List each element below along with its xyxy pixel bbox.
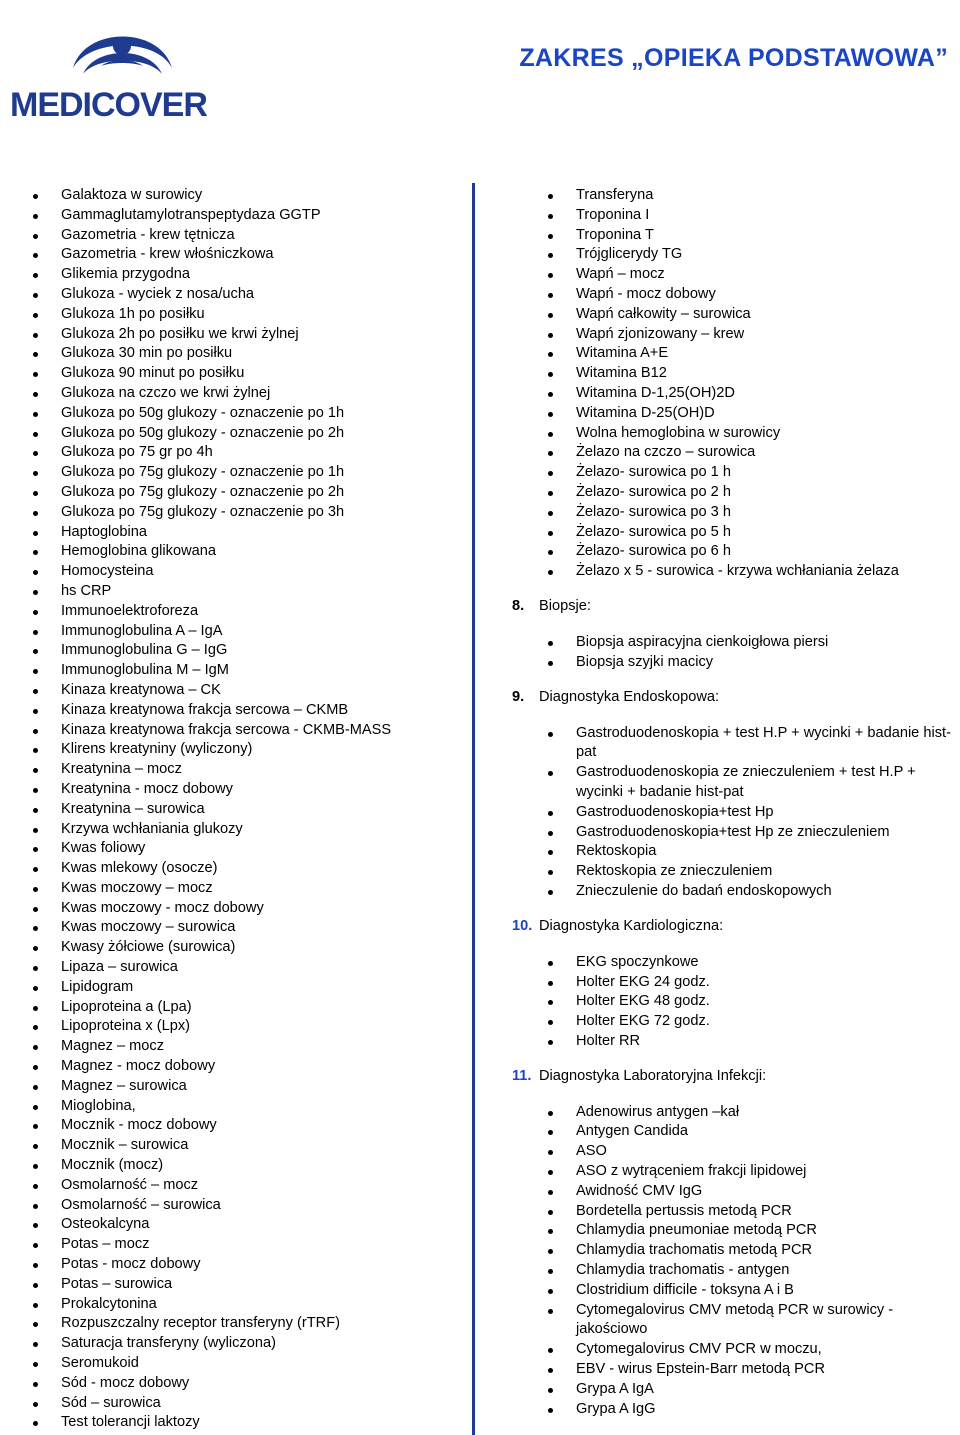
list-item: Glukoza 30 min po posiłku — [61, 344, 391, 364]
list-item: Holter EKG 24 godz. — [576, 973, 960, 993]
list-item: Potas – mocz — [61, 1235, 391, 1255]
list-item: Rozpuszczalny receptor transferyny (rTRF) — [61, 1314, 391, 1334]
list-item: Glukoza - wyciek z nosa/ucha — [61, 285, 391, 305]
list-item: Magnez - mocz dobowy — [61, 1057, 391, 1077]
list-item: Krzywa wchłaniania glukozy — [61, 820, 391, 840]
list-item: Immunoglobulina A – IgA — [61, 622, 391, 642]
list-item: Trójglicerydy TG — [576, 245, 960, 265]
list-item: Kinaza kreatynowa frakcja sercowa - CKMB-MASS — [61, 721, 391, 741]
list-item: Żelazo- surowica po 2 h — [576, 483, 960, 503]
list-item: Potas – surowica — [61, 1275, 391, 1295]
list-item: Chlamydia trachomatis - antygen — [576, 1261, 960, 1281]
logo-emblem-icon — [65, 8, 180, 80]
left-column — [61, 186, 391, 1433]
list-item: Hemoglobina glikowana — [61, 542, 391, 562]
list-item: Holter RR — [576, 1032, 960, 1052]
list-item: Gastroduodenoskopia + test H.P + wycinki + badanie hist-pat — [576, 724, 960, 764]
list-item: Glukoza 2h po posiłku we krwi żylnej — [61, 325, 391, 345]
section-list — [576, 724, 960, 902]
list-item: Kwas foliowy — [61, 839, 391, 859]
list-item: Biopsja aspiracyjna cienkoigłowa piersi — [576, 633, 960, 653]
list-item: Rektoskopia ze znieczuleniem — [576, 862, 960, 882]
list-item: Glikemia przygodna — [61, 265, 391, 285]
list-item: Żelazo- surowica po 1 h — [576, 463, 960, 483]
list-item: Chlamydia trachomatis metodą PCR — [576, 1241, 960, 1261]
section-list — [576, 1103, 960, 1420]
list-item: Magnez – mocz — [61, 1037, 391, 1057]
list-item: Kwas moczowy - mocz dobowy — [61, 899, 391, 919]
list-item: Kinaza kreatynowa – CK — [61, 681, 391, 701]
section-list — [576, 953, 960, 1052]
list-item: Bordetella pertussis metodą PCR — [576, 1202, 960, 1222]
list-item: Wapń zjonizowany – krew — [576, 325, 960, 345]
column-divider — [472, 183, 475, 1435]
list-item: Rektoskopia — [576, 842, 960, 862]
list-item: Glukoza po 75g glukozy - oznaczenie po 1h — [61, 463, 391, 483]
list-item: Troponina I — [576, 206, 960, 226]
list-item: Grypa A IgA — [576, 1380, 960, 1400]
list-item: Transferyna — [576, 186, 960, 206]
list-item: Witamina B12 — [576, 364, 960, 384]
list-item: Mioglobina, — [61, 1097, 391, 1117]
list-item: Sód – surowica — [61, 1394, 391, 1414]
list-item: Gazometria - krew włośniczkowa — [61, 245, 391, 265]
list-item: Kinaza kreatynowa frakcja sercowa – CKMB — [61, 701, 391, 721]
list-item: Adenowirus antygen –kał — [576, 1103, 960, 1123]
list-item: Glukoza po 75g glukozy - oznaczenie po 2h — [61, 483, 391, 503]
list-item: Żelazo- surowica po 5 h — [576, 523, 960, 543]
list-item: Glukoza po 75 gr po 4h — [61, 443, 391, 463]
list-item: Immunoglobulina G – IgG — [61, 641, 391, 661]
list-item: Kreatynina – surowica — [61, 800, 391, 820]
section-label: Diagnostyka Laboratoryjna Infekcji: — [539, 1067, 767, 1084]
list-item: Glukoza po 50g glukozy - oznaczenie po 1h — [61, 404, 391, 424]
list-item: Glukoza 1h po posiłku — [61, 305, 391, 325]
section-heading — [512, 916, 960, 936]
list-item: Osmolarność – mocz — [61, 1176, 391, 1196]
section-heading — [512, 596, 960, 616]
list-item: Wapń – mocz — [576, 265, 960, 285]
list-item: Haptoglobina — [61, 523, 391, 543]
test-list-right — [576, 186, 960, 582]
section-heading — [512, 687, 960, 707]
list-item: Mocznik (mocz) — [61, 1156, 391, 1176]
test-list-left — [61, 186, 391, 1433]
list-item: hs CRP — [61, 582, 391, 602]
list-item: EKG spoczynkowe — [576, 953, 960, 973]
list-item: ASO z wytrąceniem frakcji lipidowej — [576, 1162, 960, 1182]
section-label: Diagnostyka Endoskopowa: — [539, 688, 720, 705]
section-label: Biopsje: — [539, 597, 591, 614]
list-item: Cytomegalovirus CMV metodą PCR w surowicy - jakościowo — [576, 1301, 960, 1341]
list-item: Witamina D-25(OH)D — [576, 404, 960, 424]
list-item: Żelazo- surowica po 6 h — [576, 542, 960, 562]
list-item: Żelazo x 5 - surowica - krzywa wchłaniania żelaza — [576, 562, 960, 582]
list-item: Gazometria - krew tętnicza — [61, 226, 391, 246]
sections — [512, 596, 960, 1420]
list-item: Kwas moczowy – mocz — [61, 879, 391, 899]
list-item: Chlamydia pneumoniae metodą PCR — [576, 1221, 960, 1241]
list-item: Glukoza po 50g glukozy - oznaczenie po 2h — [61, 424, 391, 444]
list-item: Lipidogram — [61, 978, 391, 998]
section-number: 9. — [512, 688, 525, 705]
list-item: Clostridium difficile - toksyna A i B — [576, 1281, 960, 1301]
list-item: Mocznik – surowica — [61, 1136, 391, 1156]
list-item: EBV - wirus Epstein-Barr metodą PCR — [576, 1360, 960, 1380]
medicover-logo — [10, 8, 225, 124]
list-item: Prokalcytonina — [61, 1295, 391, 1315]
list-item: Troponina T — [576, 226, 960, 246]
list-item: Wapń - mocz dobowy — [576, 285, 960, 305]
list-item: Witamina D-1,25(OH)2D — [576, 384, 960, 404]
list-item: Kwasy żółciowe (surowica) — [61, 938, 391, 958]
page-title: ZAKRES „OPIEKA PODSTAWOWA” — [519, 44, 948, 72]
list-item: Magnez – surowica — [61, 1077, 391, 1097]
list-item: Gastroduodenoskopia+test Hp ze znieczuleniem — [576, 823, 960, 843]
list-item: Biopsja szyjki macicy — [576, 653, 960, 673]
list-item: Osmolarność – surowica — [61, 1196, 391, 1216]
list-item: Kreatynina – mocz — [61, 760, 391, 780]
list-item: Cytomegalovirus CMV PCR w moczu, — [576, 1340, 960, 1360]
section-number: 8. — [512, 597, 525, 614]
list-item: Grypa A IgG — [576, 1400, 960, 1420]
list-item: Żelazo- surowica po 3 h — [576, 503, 960, 523]
list-item: Kwas moczowy – surowica — [61, 918, 391, 938]
list-item: Mocznik - mocz dobowy — [61, 1116, 391, 1136]
section-heading — [512, 1066, 960, 1086]
list-item: Antygen Candida — [576, 1122, 960, 1142]
list-item: Immunoglobulina M – IgM — [61, 661, 391, 681]
list-item: Gammaglutamylotranspeptydaza GGTP — [61, 206, 391, 226]
list-item: Immunoelektroforeza — [61, 602, 391, 622]
section-label: Diagnostyka Kardiologiczna: — [539, 917, 724, 934]
list-item: Glukoza 90 minut po posiłku — [61, 364, 391, 384]
list-item: Galaktoza w surowicy — [61, 186, 391, 206]
list-item: Saturacja transferyny (wyliczona) — [61, 1334, 391, 1354]
list-item: Osteokalcyna — [61, 1215, 391, 1235]
list-item: Witamina A+E — [576, 344, 960, 364]
list-item: Wolna hemoglobina w surowicy — [576, 424, 960, 444]
list-item: Klirens kreatyniny (wyliczony) — [61, 740, 391, 760]
section-list — [576, 633, 960, 673]
list-item: Gastroduodenoskopia ze znieczuleniem + test H.P + wycinki + badanie hist-pat — [576, 763, 960, 803]
section-number: 11. — [512, 1067, 532, 1084]
list-item: Holter EKG 48 godz. — [576, 992, 960, 1012]
list-item: Glukoza na czczo we krwi żylnej — [61, 384, 391, 404]
list-item: Kreatynina - mocz dobowy — [61, 780, 391, 800]
list-item: Wapń całkowity – surowica — [576, 305, 960, 325]
list-item: Sód - mocz dobowy — [61, 1374, 391, 1394]
list-item: Gastroduodenoskopia+test Hp — [576, 803, 960, 823]
list-item: Glukoza po 75g glukozy - oznaczenie po 3h — [61, 503, 391, 523]
list-item: Lipoproteina a (Lpa) — [61, 998, 391, 1018]
right-column — [512, 186, 960, 1419]
list-item: Lipaza – surowica — [61, 958, 391, 978]
list-item: Seromukoid — [61, 1354, 391, 1374]
list-item: Żelazo na czczo – surowica — [576, 443, 960, 463]
list-item: ASO — [576, 1142, 960, 1162]
list-item: Lipoproteina x (Lpx) — [61, 1017, 391, 1037]
list-item: Homocysteina — [61, 562, 391, 582]
list-item: Kwas mlekowy (osocze) — [61, 859, 391, 879]
list-item: Znieczulenie do badań endoskopowych — [576, 882, 960, 902]
list-item: Holter EKG 72 godz. — [576, 1012, 960, 1032]
list-item: Potas - mocz dobowy — [61, 1255, 391, 1275]
brand-name: MEDICOVER — [10, 86, 207, 124]
section-number: 10. — [512, 917, 533, 934]
list-item: Test tolerancji laktozy — [61, 1413, 391, 1433]
list-item: Awidność CMV IgG — [576, 1182, 960, 1202]
